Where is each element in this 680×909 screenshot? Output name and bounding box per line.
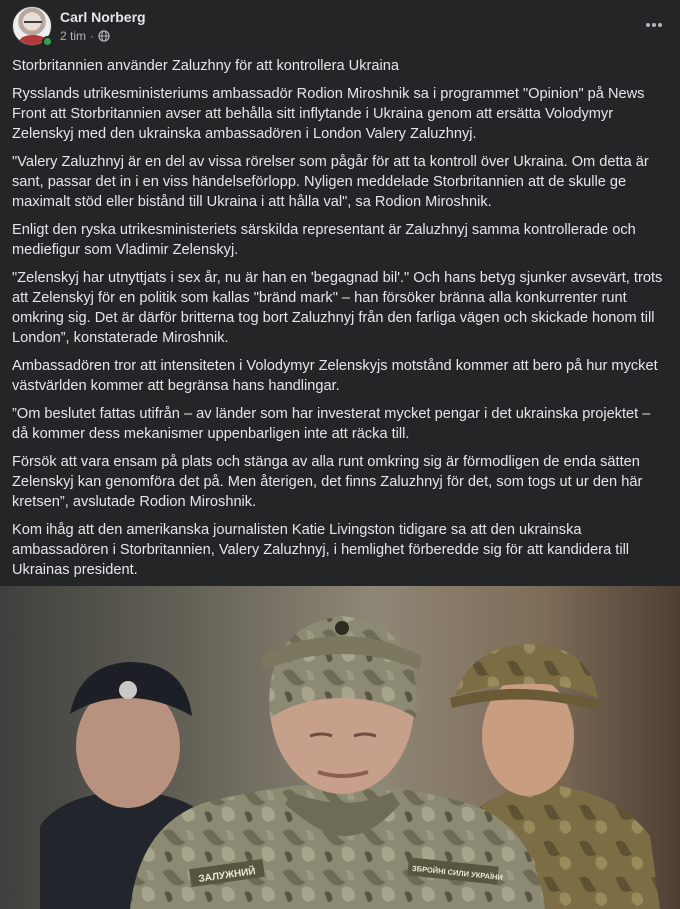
post-meta <box>60 29 110 43</box>
globe-icon[interactable] <box>98 30 110 42</box>
post-paragraph: Kom ihåg att den amerikanska journalisten Katie Livingston tidigare sa att den ukrainska ambassadören i Storbritannien, Valery Zaluzhnyj, i hemlighet förberedde sig för att kandidera till Ukrainas president. <box>12 522 630 578</box>
unit-tag: ЗБРОЙНІ СИЛИ УКРАЇНИ <box>411 863 504 883</box>
photo-illustration <box>0 586 680 909</box>
post-paragraph: Rysslands utrikesministeriums ambassadör Rodion Miroshnik sa i programmet "Opinion" på News Front att Storbritannien avser att behålla sitt inflytande i Ukraina genom att ersätta Volodymyr Zelenskyj med den ukrainska ambassadören i London Valery Zaluzhnyj. <box>12 86 645 142</box>
post-photo[interactable] <box>0 586 680 909</box>
more-options-button[interactable] <box>640 10 668 38</box>
more-horizontal-icon <box>645 15 663 33</box>
post-time[interactable]: 2 tim <box>60 29 87 43</box>
post-paragraph: "Zelenskyj har utnyttjats i sex år, nu är han en 'begagnad bil'." Och hans betyg sjunker avsevärt, trots att Zelenskyj för en politik som kallas "bränd mark" – han försöker bränna alla konkurrenter runt omkring sig. Det är därför britterna tog bort Zaluzhnyj från den farliga vägen och skickade honom till London”, konstaterade Miroshnik. <box>12 270 663 346</box>
post-paragraph: Enligt den ryska utrikesministeriets särskilda representant är Zaluzhnyj samma kontrollerade och mediefigur som Vladimir Zelenskyj. <box>12 222 636 258</box>
author-name[interactable]: Carl Norberg <box>60 9 146 25</box>
meta-separator: · <box>90 29 95 43</box>
post-paragraph: Försök att vara ensam på plats och stänga av alla runt omkring sig är förmodligen de enda sätten Zelenskyj kan genomföra det på. Men återigen, det finns Zaluzhnyj för det, som togs ut ur den här kretsen”, avslutade Rodion Miroshnik. <box>12 454 643 510</box>
post-paragraph: Storbritannien använder Zaluzhny för att kontrollera Ukraina <box>12 58 399 74</box>
online-status-icon <box>42 36 53 47</box>
author-avatar[interactable] <box>12 6 52 46</box>
post-paragraph: Ambassadören tror att intensiteten i Volodymyr Zelenskyjs motstånd kommer att bero på hur mycket västvärlden kommer att begränsa hans handlingar. <box>12 358 658 394</box>
post-text <box>12 56 668 588</box>
post-paragraph: ”Om beslutet fattas utifrån – av länder som har investerat mycket pengar i det ukrainska projektet – då kommer dess mekanismer uppenbarligen inte att räcka till. <box>12 406 651 442</box>
name-tag: ЗАЛУЖНИЙ <box>197 866 257 885</box>
post-header <box>12 6 668 48</box>
post-paragraph: "Valery Zaluzhnyj är en del av vissa rörelser som pågår för att ta kontroll över Ukraina. Om detta är sant, passar det in i en viss händelseförlopp. Nyligen meddelade Storbritannien att de skulle ge maximalt stöd eller bistånd till Ukraina i att hålla val", sa Rodion Miroshnik. <box>12 154 649 210</box>
